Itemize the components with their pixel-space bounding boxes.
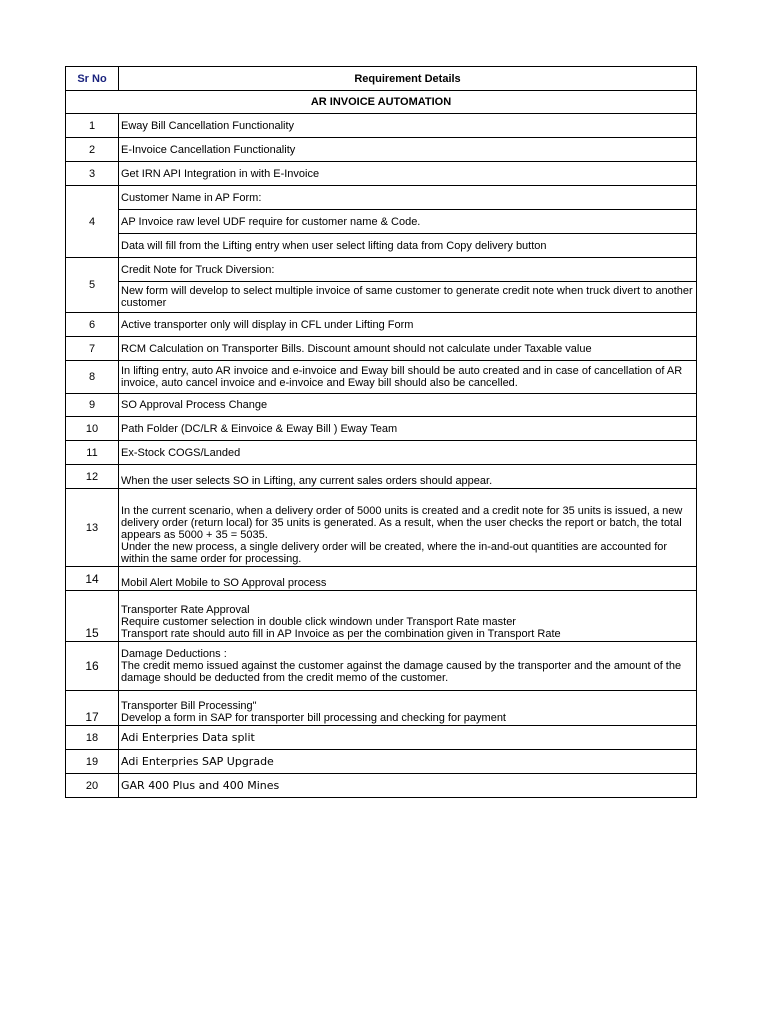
table-row [66,750,697,774]
detail-cell: Ex-Stock COGS/Landed [119,441,697,465]
detail-cell: SO Approval Process Change [119,394,697,417]
detail-cell: Damage Deductions : The credit memo issued against the customer against the damage caused by the transporter and the amount of the damage should be deducted from the credit memo of the customer. [119,642,697,691]
detail-cell: Eway Bill Cancellation Functionality [119,114,697,138]
table-row [66,441,697,465]
section-row [66,91,697,114]
sr-cell: 19 [66,750,119,774]
detail-cell: Credit Note for Truck Diversion: [119,258,697,282]
sr-no-header: Sr No [66,67,119,91]
sr-cell: 17 [66,691,119,726]
table-row [66,282,697,313]
section-title: AR INVOICE AUTOMATION [66,91,697,114]
sr-cell: 6 [66,313,119,337]
detail-cell: Customer Name in AP Form: [119,186,697,210]
table-row [66,313,697,337]
detail-cell: E-Invoice Cancellation Functionality [119,138,697,162]
sr-cell: 2 [66,138,119,162]
detail-cell: Mobil Alert Mobile to SO Approval process [119,567,697,591]
table-row [66,361,697,394]
table-row [66,258,697,282]
table-row [66,162,697,186]
sr-cell: 20 [66,774,119,798]
sr-cell: 7 [66,337,119,361]
detail-cell: Data will fill from the Lifting entry when user select lifting data from Copy delivery button [119,234,697,258]
detail-cell: In lifting entry, auto AR invoice and e-invoice and Eway bill should be auto created and in case of cancellation of AR invoice, auto cancel invoice and e-invoice and Eway bill should also be cancelled. [119,361,697,394]
detail-cell: Get IRN API Integration in with E-Invoice [119,162,697,186]
detail-cell: Path Folder (DC/LR & Einvoice & Eway Bill ) Eway Team [119,417,697,441]
table-row [66,642,697,691]
detail-cell: In the current scenario, when a delivery order of 5000 units is created and a credit note for 35 units is issued, a new delivery order (return local) for 35 units is generated. As a result, when the user checks the report or batch, the total appears as 5000 + 35 = 5035. Under the new process, a single delivery order will be created, where the in-and-out quantities are accounted for within the same order for processing. [119,489,697,567]
detail-cell: When the user selects SO in Lifting, any current sales orders should appear. [119,465,697,489]
sr-cell: 5 [66,258,119,313]
sr-cell: 12 [66,465,119,489]
table-row [66,186,697,210]
detail-cell: Active transporter only will display in CFL under Lifting Form [119,313,697,337]
requirements-table [65,66,697,798]
sr-cell: 16 [66,642,119,691]
sr-cell: 4 [66,186,119,258]
table-row [66,417,697,441]
table-row [66,465,697,489]
table-row [66,726,697,750]
sr-cell: 18 [66,726,119,750]
detail-cell: Transporter Bill Processing" Develop a form in SAP for transporter bill processing and checking for payment [119,691,697,726]
table-row [66,774,697,798]
table-row [66,210,697,234]
sr-cell: 8 [66,361,119,394]
sr-cell: 3 [66,162,119,186]
detail-cell: New form will develop to select multiple invoice of same customer to generate credit note when truck divert to another customer [119,282,697,313]
sr-cell: 13 [66,489,119,567]
table-row [66,394,697,417]
table-row [66,591,697,642]
sr-cell: 11 [66,441,119,465]
sr-cell: 15 [66,591,119,642]
table-row [66,567,697,591]
detail-cell: Adi Enterpries SAP Upgrade [119,750,697,774]
sr-cell: 1 [66,114,119,138]
detail-cell: Adi Enterpries Data split [119,726,697,750]
detail-cell: Transporter Rate Approval Require customer selection in double click windown under Transport Rate master Transport rate should auto fill in AP Invoice as per the combination given in Transport Rate [119,591,697,642]
table-row [66,691,697,726]
table-row [66,337,697,361]
sr-cell: 14 [66,567,119,591]
header-row [66,67,697,91]
table-row [66,138,697,162]
table-row [66,489,697,567]
table-row [66,114,697,138]
table-row [66,234,697,258]
requirement-details-header: Requirement Details [119,67,697,91]
detail-cell: RCM Calculation on Transporter Bills. Discount amount should not calculate under Taxable value [119,337,697,361]
sr-cell: 10 [66,417,119,441]
detail-cell: AP Invoice raw level UDF require for customer name & Code. [119,210,697,234]
detail-cell: GAR 400 Plus and 400 Mines [119,774,697,798]
sr-cell: 9 [66,394,119,417]
